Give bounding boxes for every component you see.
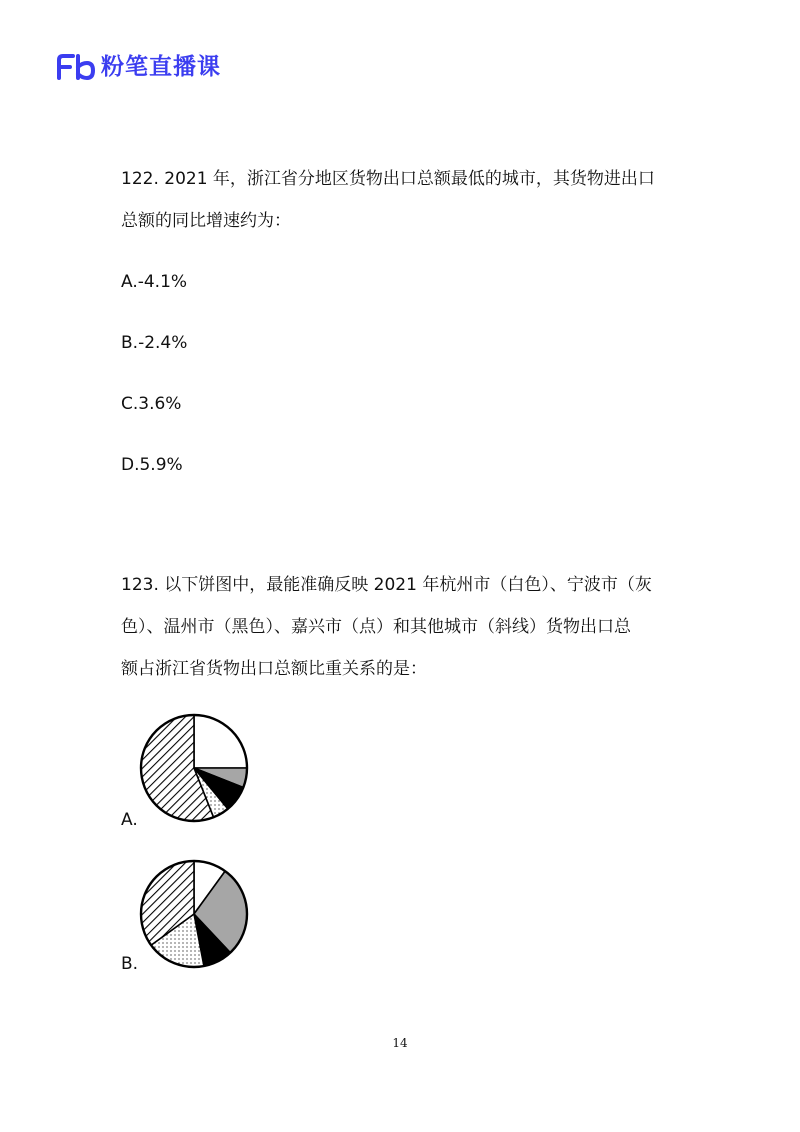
question-text-line: 122. 2021 年，浙江省分地区货物出口总额最低的城市，其货物进出口 bbox=[121, 169, 655, 189]
pie-option-b-label[interactable]: B. bbox=[121, 954, 139, 974]
question-text-line: 123. 以下饼图中，最能准确反映 2021 年杭州市（白色）、宁波市（灰 bbox=[121, 575, 652, 595]
pie-chart-b bbox=[134, 854, 254, 974]
option-d[interactable]: D.5.9% bbox=[121, 455, 183, 475]
brand-name: 粉笔直播课 bbox=[101, 54, 221, 80]
page-number: 14 bbox=[392, 1036, 408, 1050]
question-123-stem bbox=[121, 564, 701, 690]
pie-chart-a bbox=[134, 708, 254, 828]
question-text-line: 色）、温州市（黑色）、嘉兴市（点）和其他城市（斜线）货物出口总 bbox=[121, 617, 631, 637]
header bbox=[57, 50, 221, 84]
question-text-line: 额占浙江省货物出口总额比重关系的是： bbox=[121, 659, 427, 679]
fb-logo-icon bbox=[57, 54, 95, 80]
option-a[interactable]: A.-4.1% bbox=[121, 272, 188, 292]
option-b[interactable]: B.-2.4% bbox=[121, 333, 188, 353]
question-122-stem bbox=[121, 158, 701, 242]
pie-option-a-label[interactable]: A. bbox=[121, 810, 138, 830]
question-text-line: 总额的同比增速约为： bbox=[121, 211, 291, 231]
option-c[interactable]: C.3.6% bbox=[121, 394, 182, 414]
